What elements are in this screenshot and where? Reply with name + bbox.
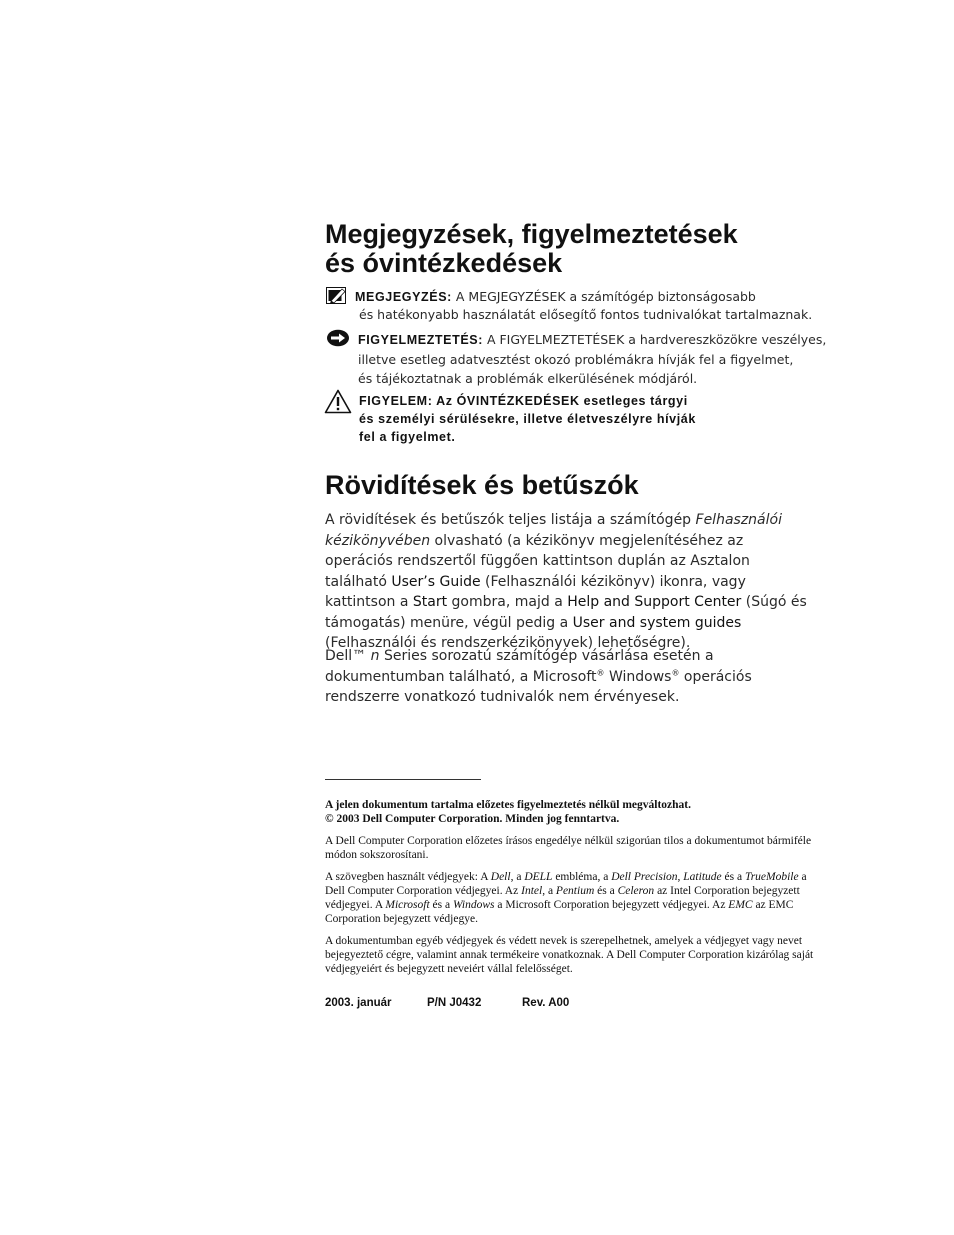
- users-guide-label: User’s Guide: [391, 573, 481, 590]
- legal-bold-line: A jelen dokumentum tartalma előzetes figyelmeztetés nélkül megváltozhat.: [325, 799, 692, 811]
- section-title-line: és óvintézkedések: [325, 248, 563, 278]
- help-support-label: Help and Support Center: [567, 594, 742, 610]
- notice-text: [358, 330, 828, 388]
- user-system-guides-label: User and system guides: [572, 614, 742, 631]
- footer-revision: Rev. A00: [522, 997, 570, 1009]
- notice-line: illetve esetleg adatvesztést okozó problémákra hívják fel a figyelmet,: [358, 352, 794, 367]
- document-footer: [325, 997, 625, 1013]
- trademarks-paragraph: A szövegben használt védjegyek: A Dell, a DELL embléma, a Dell Precision, Latitude és a TrueMobile a Dell Computer Corporation védjegyei. Az Intel, a Pentium és a Celeron az Intel Corporation bejegyzett védjegyei. A Microsoft és a Windows a Microsoft Corporation bejegyzett védjegyei. Az EMC az EMC Corporation bejegyzett védjegye.: [325, 871, 807, 925]
- caution-line: és személyi sérülésekre, illetve életveszélyre hívják: [359, 412, 696, 426]
- notice-label: FIGYELMEZTETÉS:: [358, 333, 483, 347]
- footer-date: 2003. január: [325, 997, 392, 1009]
- divider: [325, 779, 481, 780]
- section-title-abbreviations: Rövidítések és betűszók: [325, 470, 639, 500]
- footer-part-number: P/N J0432: [427, 997, 482, 1009]
- note-label: MEGJEGYZÉS:: [355, 290, 452, 304]
- caution-text: [359, 392, 799, 446]
- section-title-notes: [325, 220, 845, 278]
- warning-triangle-icon: [324, 389, 352, 414]
- legal-notice: [325, 798, 815, 976]
- copyright-line: © 2003 Dell Computer Corporation. Minden jog fenntartva.: [325, 813, 620, 825]
- note-text: [355, 287, 815, 324]
- manual-title: Felhasználói kézikönyvében: [325, 512, 782, 549]
- n-series-paragraph: Dell™ n Series sorozatú számítógép vásárlása esetén a dokumentumban található, a Microsoft® Windows® operációs rendszerre vonatkozó tudnivalók nem érvényesek.: [325, 648, 752, 705]
- legal-paragraph: A Dell Computer Corporation előzetes írásos engedélye nélkül szigorúan tilos a dokumentumot bármiféle módon sokszorosítani.: [325, 835, 812, 861]
- pencil-note-icon: [326, 287, 346, 304]
- abbreviations-paragraph: A rövidítések és betűszók teljes listája a számítógép Felhasználói kézikönyvében olvasható (a kézikönyv megjelenítéséhez az operációs rendszertől függően kattintson duplán az Asztalon található User’s Guide (Felhasználói kézikönyv) ikonra, vagy kattintson a Start gombra, majd a Help and Support Center (Súgó és támogatás) menüre, végül pedig a User and system guides (Felhasználói és rendszerkézikönyvek) lehetőségre).: [325, 512, 807, 651]
- legal-paragraph: A dokumentumban egyéb védjegyek és védett nevek is szerepelhetnek, amelyek a védjegyet vagy nevet bejegyeztető cégre, valamint annak termékeire vonatkoznak. A Dell Computer Corporation kizárólag saját védjegyeiért és bejegyzett neveiért vállal felelősséget.: [325, 935, 814, 975]
- note-line: és hatékonyabb használatát elősegítő fontos tudnivalókat tartalmaznak.: [359, 307, 813, 322]
- caution-line: FIGYELEM: Az ÓVINTÉZKEDÉSEK esetleges tárgyi: [359, 394, 688, 408]
- notice-line: A FIGYELMEZTETÉSEK a hardvereszközökre veszélyes,: [486, 332, 827, 347]
- caution-line: fel a figyelmet.: [359, 430, 456, 444]
- start-label: Start: [412, 594, 448, 610]
- section-title-line: Megjegyzések, figyelmeztetések: [325, 219, 738, 249]
- notice-line: és tájékoztatnak a problémák elkerülésének módjáról.: [358, 371, 698, 386]
- note-line: A MEGJEGYZÉSEK a számítógép biztonságosabb: [455, 289, 756, 304]
- notice-hand-icon: [326, 329, 350, 347]
